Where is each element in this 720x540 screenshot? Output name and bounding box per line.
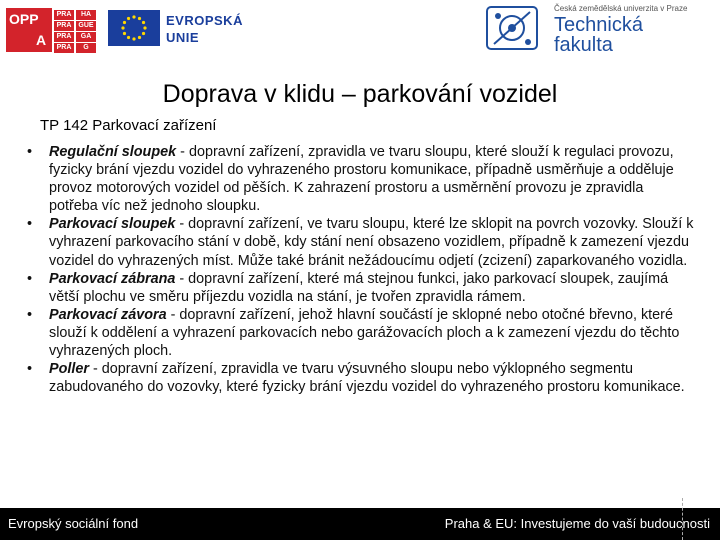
item-text: - dopravní zařízení, zpravidla ve tvaru sloupu, které slouží k regulaci provozu, fyzicky brání vjezdu vozidel do vyhrazeného prostoru komunikace, případně usměrňuje a odděluje provoz motorových vozidel od pěších. K zahrazení prostoru a usměrnění provozu je zpravidla potřeba víc než jednoho sloupku. xyxy=(49,144,674,215)
eu-logo xyxy=(108,10,253,50)
footer-bar xyxy=(0,508,720,540)
item-text: - dopravní zařízení, jehož hlavní součástí je sklopné nebo otočné břevno, které slouží k oddělení a vyhrazení parkovacích nebo garážovacích ploch a k zamezení vjezdu do těchto vyhrazených ploch. xyxy=(49,306,680,360)
list-item xyxy=(26,270,696,306)
eu-star-icon xyxy=(138,17,141,20)
faculty-emblem-icon xyxy=(486,6,538,50)
oppa-grid-cell: G xyxy=(76,43,96,53)
list-item xyxy=(26,143,696,215)
oppa-grid-cell: PRA xyxy=(54,21,74,31)
item-term: Parkovací závora xyxy=(49,306,167,323)
list-item xyxy=(26,306,696,360)
eu-star-icon xyxy=(142,32,145,35)
oppa-grid-cell: HA xyxy=(76,10,96,20)
eu-wordmark xyxy=(166,12,243,46)
item-term: Poller xyxy=(49,361,89,378)
list-item xyxy=(26,215,696,269)
oppa-word-grid xyxy=(54,10,96,53)
oppa-grid-cell: PRA xyxy=(54,32,74,42)
item-term: Parkovací zábrana xyxy=(49,270,176,287)
bullet-icon: • xyxy=(27,361,33,378)
oppa-logo xyxy=(6,8,106,52)
item-text: - dopravní zařízení, ve tvaru sloupu, které lze sklopit na povrch vozovky. Slouží k vyhrazení parkovacího stání v době, kdy stání není obsazeno vozidlem, případně k zamezení vjezdu vozidel do vyhrazených míst. Může také bránit nežádoucímu odjetí (zcizení) zaparkovaného vozidla. xyxy=(49,216,694,269)
eu-star-icon xyxy=(127,17,130,20)
faculty-logo xyxy=(486,2,718,56)
faculty-name-line-1: Technická xyxy=(554,14,643,36)
bullet-icon: • xyxy=(27,270,33,287)
eu-star-icon xyxy=(132,37,135,40)
eu-star-icon xyxy=(143,26,146,29)
eu-star-icon xyxy=(132,15,135,18)
faculty-university-name: Česká zemědělská univerzita v Praze xyxy=(554,4,688,13)
eu-star-icon xyxy=(142,21,145,24)
bullet-icon: • xyxy=(27,216,33,233)
eu-star-icon xyxy=(121,26,124,29)
footer-right-text: Praha & EU: Investujeme do vaší budoucnosti xyxy=(444,516,710,531)
eu-star-icon xyxy=(123,21,126,24)
eu-star-icon xyxy=(138,36,141,39)
oppa-letters-bottom: A xyxy=(36,32,47,48)
slide-title: Doprava v klidu – parkování vozidel xyxy=(162,80,558,108)
faculty-name-line-2: fakulta xyxy=(554,34,613,56)
footer-divider xyxy=(682,498,683,540)
eu-line-1: EVROPSKÁ xyxy=(166,13,243,28)
oppa-letters-top: OPP xyxy=(9,11,39,27)
eu-line-2: UNIE xyxy=(166,30,200,45)
footer-left-text: Evropský sociální fond xyxy=(8,516,139,531)
bullet-icon: • xyxy=(27,144,33,160)
definition-list xyxy=(26,143,696,396)
item-term: Regulační sloupek xyxy=(49,144,177,160)
oppa-logo-block xyxy=(6,8,52,52)
eu-star-icon xyxy=(127,36,130,39)
list-item xyxy=(26,360,696,396)
oppa-grid-cell: PRA xyxy=(54,10,74,20)
bullet-icon: • xyxy=(27,306,33,323)
eu-star-icon xyxy=(123,32,126,35)
oppa-grid-cell: GA xyxy=(76,32,96,42)
slide-subtitle: TP 142 Parkovací zařízení xyxy=(40,117,217,134)
oppa-grid-cell: GUE xyxy=(76,21,96,31)
oppa-grid-cell: PRA xyxy=(54,43,74,53)
item-text: - dopravní zařízení, které má stejnou funkci, jako parkovací sloupek, zaujímá větší plochu ve směru příjezdu vozidla na stání, je tvořen zpravidla rámem. xyxy=(49,270,669,305)
item-text: - dopravní zařízení, zpravidla ve tvaru výsuvného sloupu nebo výklopného segmentu zabudovaného do vozovky, které fyzicky brání vjezdu vozidel do vyhrazeného prostoru komunikace. xyxy=(49,361,685,396)
item-term: Parkovací sloupek xyxy=(49,216,176,233)
eu-flag-icon xyxy=(108,10,160,46)
